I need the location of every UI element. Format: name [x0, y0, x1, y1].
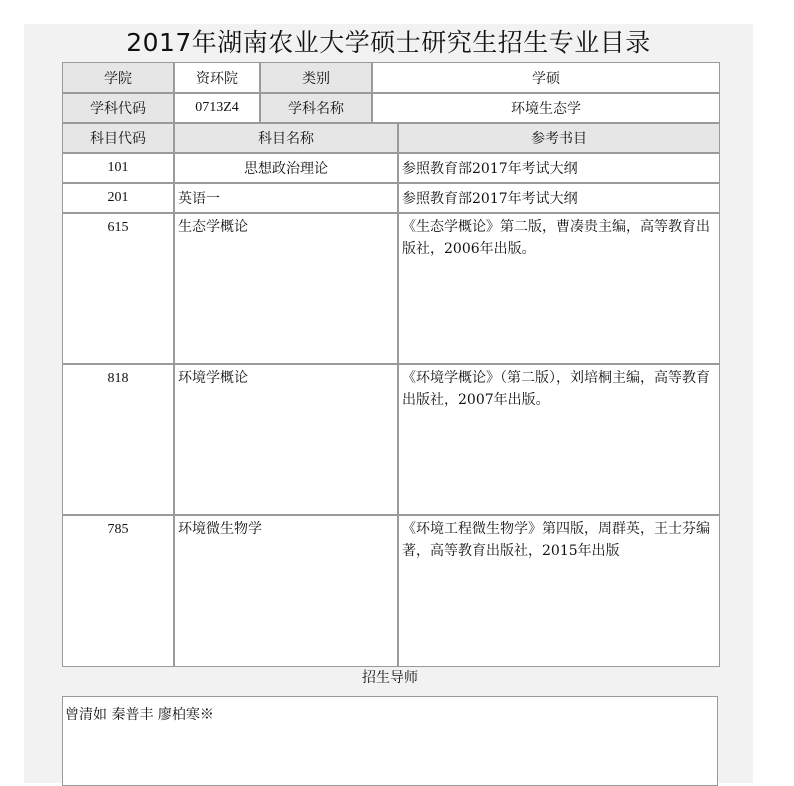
page-title: 2017年湖南农业大学硕士研究生招生专业目录	[126, 28, 651, 57]
column-header-book: 参考书目	[398, 123, 720, 153]
subject-name: 生态学概论	[174, 213, 398, 364]
subject-code: 615	[62, 213, 174, 364]
subject-book: 《环境工程微生物学》第四版，周群英，王士芬编著，高等教育出版社，2015年出版	[398, 515, 720, 667]
type-value: 学硕	[372, 62, 720, 93]
tutors-list: 曾清如 秦普丰 廖柏寒※	[62, 696, 718, 786]
subject-name: 思想政治理论	[174, 153, 398, 183]
subject-code: 785	[62, 515, 174, 667]
college-label: 学院	[62, 62, 174, 93]
subject-book: 《环境学概论》（第二版），刘培桐主编，高等教育出版社，2007年出版。	[398, 364, 720, 515]
discipline-name-label: 学科名称	[260, 93, 372, 123]
subject-book: 《生态学概论》第二版，曹凑贵主编，高等教育出版社，2006年出版。	[398, 213, 720, 364]
subject-code: 818	[62, 364, 174, 515]
subject-name: 环境微生物学	[174, 515, 398, 667]
subject-code: 201	[62, 183, 174, 213]
subject-name: 环境学概论	[174, 364, 398, 515]
discipline-code-value: 0713Z4	[174, 93, 260, 123]
column-header-name: 科目名称	[174, 123, 398, 153]
college-value: 资环院	[174, 62, 260, 93]
tutors-label: 招生导师	[362, 670, 418, 686]
column-header-code: 科目代码	[62, 123, 174, 153]
subject-book: 参照教育部2017年考试大纲	[398, 153, 720, 183]
discipline-code-label: 学科代码	[62, 93, 174, 123]
subject-code: 101	[62, 153, 174, 183]
discipline-name-value: 环境生态学	[372, 93, 720, 123]
type-label: 类别	[260, 62, 372, 93]
subject-name: 英语一	[174, 183, 398, 213]
subject-book: 参照教育部2017年考试大纲	[398, 183, 720, 213]
